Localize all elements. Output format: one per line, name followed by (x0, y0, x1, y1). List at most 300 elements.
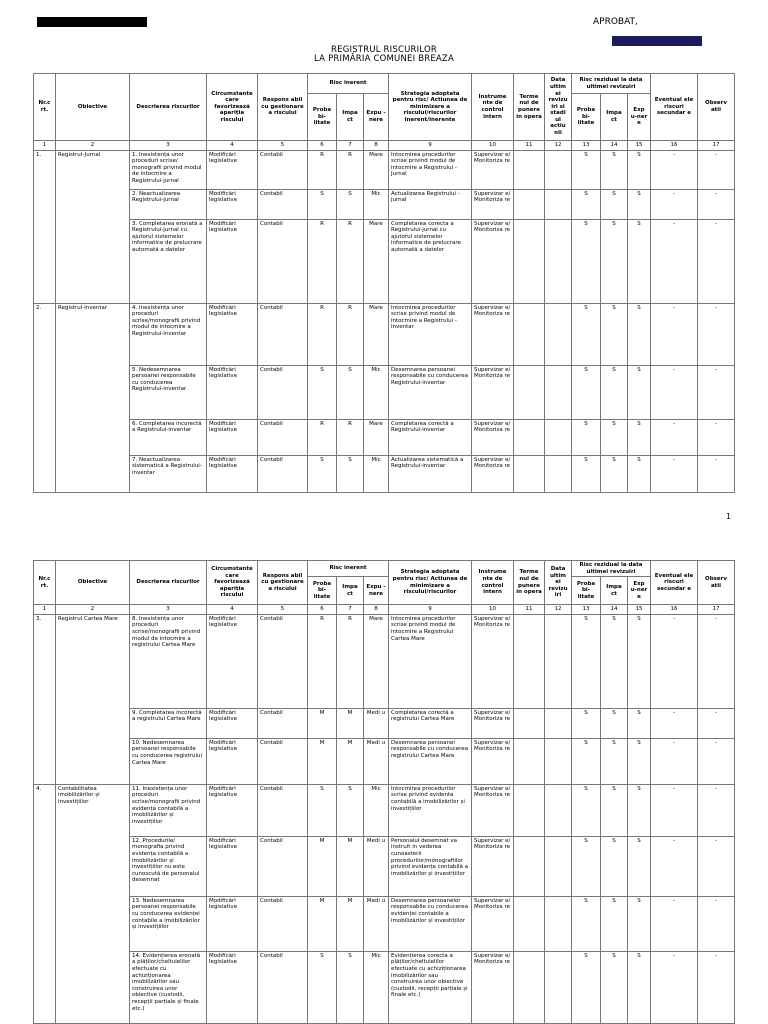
strategy-cell: Actualizarea sistematică a Registrului-inventar (389, 455, 472, 492)
header-strategia: Strategia adoptata pentru risc/ Actiunea de minimizare a riscului/riscurilor inerent/inerente (389, 74, 472, 141)
observations-cell: - (698, 784, 735, 836)
last-review-cell (545, 419, 572, 455)
exposure-cell: Mare (364, 219, 389, 303)
circumstances-cell: Modificări legislative (207, 419, 258, 455)
approver-name-redacted: Lacrimioara Niculescu (612, 36, 702, 46)
column-index: 11 (514, 141, 545, 151)
observations-cell: - (698, 419, 735, 455)
secondary-risks-cell: - (651, 738, 698, 784)
deadline-cell (514, 219, 545, 303)
header-data-ultimei: Data ultim ei revizu iri si stadi ul actiu nii (545, 74, 572, 141)
header-descriere: Descrierea riscurilor (130, 74, 207, 141)
residual-impact-cell: S (601, 365, 628, 419)
deadline-cell (514, 784, 545, 836)
column-index: 14 (601, 141, 628, 151)
probability-cell: S (308, 365, 337, 419)
residual-impact-cell: S (601, 708, 628, 738)
column-index: 13 (572, 141, 601, 151)
header-probabilitate-rezidual: Proba bi-litate (572, 94, 601, 141)
risk-description: 11. Inexistența unor proceduri scrise/monografii privind evidența contabilă a imobilizărilor și investițiilor (130, 784, 207, 836)
column-index: 8 (364, 141, 389, 151)
probability-cell: R (308, 219, 337, 303)
circumstances-cell: Modificări legislative (207, 303, 258, 365)
probability-cell: R (308, 303, 337, 365)
document-subtitle: LA PRIMĂRIA COMUNEI BREAZA (314, 54, 454, 64)
secondary-risks-cell: - (651, 419, 698, 455)
responsible-cell: Contabil (258, 303, 308, 365)
secondary-risks-cell: - (651, 836, 698, 896)
column-index: 5 (258, 605, 308, 615)
header-data-ultimei: Data ultim ei revizu iri (545, 561, 572, 605)
column-index: 12 (545, 141, 572, 151)
header-probabilitate: Proba bi-litate (308, 577, 337, 605)
impact-cell: S (337, 951, 364, 1023)
circumstances-cell: Modificări legislative (207, 708, 258, 738)
probability-cell: M (308, 896, 337, 951)
responsible-cell: Contabil (258, 219, 308, 303)
last-review-cell (545, 738, 572, 784)
deadline-cell (514, 150, 545, 189)
table-row (34, 896, 735, 951)
column-index: 14 (601, 605, 628, 615)
secondary-risks-cell: - (651, 784, 698, 836)
secondary-risks-cell: - (651, 365, 698, 419)
strategy-cell: Desemnarea persoanei responsabile cu conducerea registrului Cartea Mare (389, 738, 472, 784)
responsible-cell: Contabil (258, 614, 308, 708)
header-eventuale: Eventual ele riscuri secundar e (651, 74, 698, 141)
deadline-cell (514, 189, 545, 219)
header-observatii: Observ atii (698, 74, 735, 141)
probability-cell: R (308, 150, 337, 189)
column-index: 16 (651, 605, 698, 615)
impact-cell: M (337, 896, 364, 951)
risk-description: 4. Inexistența unor proceduri scrise/monografii privind modul de intocmire a Registrului-inventar (130, 303, 207, 365)
responsible-cell: Contabil (258, 738, 308, 784)
last-review-cell (545, 836, 572, 896)
table-row (34, 738, 735, 784)
column-index: 9 (389, 141, 472, 151)
column-index: 6 (308, 141, 337, 151)
header-nr: Nr.c rt. (34, 561, 56, 605)
header-instrumente: Instrume nte de control intern (472, 561, 514, 605)
column-index: 7 (337, 141, 364, 151)
last-review-cell (545, 455, 572, 492)
risk-register-table (33, 560, 735, 1024)
residual-probability-cell: S (572, 708, 601, 738)
secondary-risks-cell: - (651, 455, 698, 492)
circumstances-cell: Modificări legislative (207, 951, 258, 1023)
probability-cell: M (308, 836, 337, 896)
secondary-risks-cell: - (651, 951, 698, 1023)
residual-exposure-cell: S (628, 951, 651, 1023)
risk-description: 1. Inexistența unor proceduri scrise/ monografii privind modul de intocmire a Registrului-jurnal (130, 150, 207, 189)
circumstances-cell: Modificări legislative (207, 896, 258, 951)
strategy-cell: Completarea corectă a registrului Cartea Mare (389, 708, 472, 738)
risk-description: 10. Nedesemnarea persoanei responsabile cu conducerea registrului Cartea Mare (130, 738, 207, 784)
column-index: 12 (545, 605, 572, 615)
strategy-cell: Actualizarea Registrului - jurnal (389, 189, 472, 219)
row-number: 2. (34, 303, 56, 492)
responsible-cell: Contabil (258, 365, 308, 419)
strategy-cell: Evidențierea corecta a plăților/cheltuielilor efectuate cu achiziționarea imobilizărilor sau construirea unor obiective (custodii, recepții parțiale și finale etc.) (389, 951, 472, 1023)
control-instruments-cell: Supervizar e/ Monitoriza re (472, 219, 514, 303)
table-row (34, 784, 735, 836)
column-index: 2 (56, 605, 130, 615)
column-index: 17 (698, 605, 735, 615)
last-review-cell (545, 189, 572, 219)
residual-impact-cell: S (601, 455, 628, 492)
header-termenul: Terme nul de punere in opera (514, 561, 545, 605)
residual-exposure-cell: S (628, 303, 651, 365)
residual-impact-cell: S (601, 614, 628, 708)
exposure-cell: Mic (364, 784, 389, 836)
column-index: 3 (130, 605, 207, 615)
residual-probability-cell: S (572, 189, 601, 219)
residual-probability-cell: S (572, 738, 601, 784)
header-descriere: Descrierea riscurilor (130, 561, 207, 605)
strategy-cell: Desemnarea persoanei responsabile cu conducerea Registrului-inventar (389, 365, 472, 419)
exposure-cell: Mare (364, 150, 389, 189)
circumstances-cell: Modificări legislative (207, 738, 258, 784)
column-index: 15 (628, 605, 651, 615)
residual-exposure-cell: S (628, 419, 651, 455)
responsible-cell: Contabil (258, 836, 308, 896)
column-index: 1 (34, 605, 56, 615)
secondary-risks-cell: - (651, 219, 698, 303)
header-risc-rezidual: Risc rezidual la data ultimei revizuiri (572, 74, 651, 94)
observations-cell: - (698, 896, 735, 951)
impact-cell: S (337, 189, 364, 219)
last-review-cell (545, 150, 572, 189)
probability-cell: R (308, 419, 337, 455)
header-risc-inerent: Risc inerent (308, 561, 389, 577)
table-row (34, 836, 735, 896)
strategy-cell: Intocmirea procedurilor scrise privind modul de intocmire a Registrului -Jurnal (389, 150, 472, 189)
observations-cell: - (698, 836, 735, 896)
deadline-cell (514, 708, 545, 738)
deadline-cell (514, 836, 545, 896)
table-row (34, 951, 735, 1023)
column-index: 16 (651, 141, 698, 151)
deadline-cell (514, 614, 545, 708)
observations-cell: - (698, 150, 735, 189)
strategy-cell: Intocmirea procedurilor scrise privind evidenta contabilă a imobilizărilor și investițiilor (389, 784, 472, 836)
last-review-cell (545, 708, 572, 738)
impact-cell: R (337, 303, 364, 365)
responsible-cell: Contabil (258, 784, 308, 836)
residual-impact-cell: S (601, 836, 628, 896)
control-instruments-cell: Supervizar e/ Monitoriza re (472, 614, 514, 708)
circumstances-cell: Modificări legislative (207, 836, 258, 896)
observations-cell: - (698, 189, 735, 219)
exposure-cell: Medi u (364, 738, 389, 784)
responsible-cell: Contabil (258, 708, 308, 738)
column-index: 17 (698, 141, 735, 151)
header-expunere: Expu - nere (364, 577, 389, 605)
probability-cell: M (308, 738, 337, 784)
control-instruments-cell: Supervizar e/ Monitoriza re (472, 455, 514, 492)
header-responsabil: Respons abil cu gestionare a riscului (258, 561, 308, 605)
residual-exposure-cell: S (628, 896, 651, 951)
observations-cell: - (698, 219, 735, 303)
column-index: 13 (572, 605, 601, 615)
circumstances-cell: Modificări legislative (207, 614, 258, 708)
header-impact: Impa ct (337, 94, 364, 141)
header-obiective: Obiective (56, 74, 130, 141)
control-instruments-cell: Supervizar e/ Monitoriza re (472, 189, 514, 219)
exposure-cell: Mare (364, 303, 389, 365)
exposure-cell: Medi u (364, 836, 389, 896)
objective-cell: Registrul Cartea Mare (56, 614, 130, 784)
residual-probability-cell: S (572, 303, 601, 365)
residual-impact-cell: S (601, 784, 628, 836)
column-index: 5 (258, 141, 308, 151)
exposure-cell: Mic (364, 189, 389, 219)
deadline-cell (514, 951, 545, 1023)
residual-impact-cell: S (601, 219, 628, 303)
responsible-cell: Contabil (258, 455, 308, 492)
residual-probability-cell: S (572, 836, 601, 896)
last-review-cell (545, 614, 572, 708)
observations-cell: - (698, 365, 735, 419)
objective-cell: Registrul-Jurnal (56, 150, 130, 303)
strategy-cell: Desemnarea persoanelor responsabile cu conducerea evidenței contabile a imobilizărilor și investițiilor (389, 896, 472, 951)
residual-impact-cell: S (601, 419, 628, 455)
objective-cell: Contabilitatea imobilizărilor și investițiilor (56, 784, 130, 1023)
control-instruments-cell: Supervizar e/ Monitoriza re (472, 708, 514, 738)
exposure-cell: Mare (364, 419, 389, 455)
control-instruments-cell: Supervizar e/ Monitoriza re (472, 419, 514, 455)
header-expunere: Expu - nere (364, 94, 389, 141)
circumstances-cell: Modificări legislative (207, 150, 258, 189)
observations-cell: - (698, 614, 735, 708)
table-row (34, 708, 735, 738)
strategy-cell: Completarea corecta a Registrului-jurnal cu ajutorul sistemelor informatice de prelucrare automată a datelor (389, 219, 472, 303)
exposure-cell: Medi u (364, 708, 389, 738)
page-number: 1 (726, 512, 732, 521)
exposure-cell: Mic (364, 455, 389, 492)
circumstances-cell: Modificări legislative (207, 784, 258, 836)
last-review-cell (545, 784, 572, 836)
secondary-risks-cell: - (651, 614, 698, 708)
circumstances-cell: Modificări legislative (207, 365, 258, 419)
residual-exposure-cell: S (628, 738, 651, 784)
residual-exposure-cell: S (628, 189, 651, 219)
header-circumstante: Circumstante care favorizează apariția riscului (207, 74, 258, 141)
control-instruments-cell: Supervizar e/ Monitoriza re (472, 836, 514, 896)
residual-exposure-cell: S (628, 784, 651, 836)
impact-cell: S (337, 784, 364, 836)
table-row (34, 419, 735, 455)
responsible-cell: Contabil (258, 896, 308, 951)
risk-description: 5. Nedesemnarea persoanei responsabile cu conducerea Registrului-inventar (130, 365, 207, 419)
objective-cell: Registrul-inventar (56, 303, 130, 492)
observations-cell: - (698, 951, 735, 1023)
header-strategia: Strategia adoptata pentru risc/ Actiunea de minimizare a riscului/riscurilor (389, 561, 472, 605)
exposure-cell: Mic (364, 365, 389, 419)
residual-probability-cell: S (572, 150, 601, 189)
residual-probability-cell: S (572, 419, 601, 455)
header-obiective: Obiective (56, 561, 130, 605)
control-instruments-cell: Supervizar e/ Monitoriza re (472, 303, 514, 365)
impact-cell: M (337, 708, 364, 738)
probability-cell: M (308, 708, 337, 738)
risk-description: 14. Evidențierea eronată a plăților/cheltuielilor efectuate cu achiziționarea imobilizărilor sau construirea unor obiective (custodii, recepții parțiale și finale etc.) (130, 951, 207, 1023)
column-index: 2 (56, 141, 130, 151)
secondary-risks-cell: - (651, 150, 698, 189)
table-row (34, 365, 735, 419)
circumstances-cell: Modificări legislative (207, 455, 258, 492)
column-index: 1 (34, 141, 56, 151)
residual-probability-cell: S (572, 896, 601, 951)
secondary-risks-cell: - (651, 708, 698, 738)
column-index: 10 (472, 141, 514, 151)
exposure-cell: Mare (364, 614, 389, 708)
residual-impact-cell: S (601, 738, 628, 784)
risk-description: 9. Completarea incorectă a registrului Cartea Mare (130, 708, 207, 738)
control-instruments-cell: Supervizar e/ Monitoriza re (472, 738, 514, 784)
deadline-cell (514, 455, 545, 492)
header-termenul: Terme nul de punere in opera (514, 74, 545, 141)
impact-cell: M (337, 738, 364, 784)
observations-cell: - (698, 303, 735, 365)
responsible-cell: Contabil (258, 150, 308, 189)
last-review-cell (545, 219, 572, 303)
responsible-cell: Contabil (258, 951, 308, 1023)
residual-impact-cell: S (601, 189, 628, 219)
probability-cell: S (308, 784, 337, 836)
column-index: 11 (514, 605, 545, 615)
probability-cell: S (308, 189, 337, 219)
column-index: 7 (337, 605, 364, 615)
risk-description: 13. Nedesemnarea persoanei responsabile cu conducerea evidenței contabile a imobilizărilor și investițiilor (130, 896, 207, 951)
last-review-cell (545, 951, 572, 1023)
secondary-risks-cell: - (651, 896, 698, 951)
header-risc-rezidual: Risc rezidual la data ultimei revizuiri (572, 561, 651, 577)
table-row (34, 455, 735, 492)
residual-probability-cell: S (572, 614, 601, 708)
header-impact-rezidual: Impa ct (601, 577, 628, 605)
risk-description: 8. Inexistența unor proceduri scrise/monografii privind modul de intocmire a registrului Cartea Mare (130, 614, 207, 708)
header-impact: Impa ct (337, 577, 364, 605)
header-probabilitate-rezidual: Proba bi-litate (572, 577, 601, 605)
deadline-cell (514, 303, 545, 365)
exposure-cell: Medi u (364, 896, 389, 951)
deadline-cell (514, 365, 545, 419)
observations-cell: - (698, 455, 735, 492)
header-observatii: Observ atii (698, 561, 735, 605)
circumstances-cell: Modificări legislative (207, 189, 258, 219)
deadline-cell (514, 896, 545, 951)
residual-exposure-cell: S (628, 836, 651, 896)
residual-exposure-cell: S (628, 614, 651, 708)
exposure-cell: Mic (364, 951, 389, 1023)
column-index: 3 (130, 141, 207, 151)
impact-cell: R (337, 150, 364, 189)
impact-cell: S (337, 455, 364, 492)
column-index: 10 (472, 605, 514, 615)
control-instruments-cell: Supervizar e/ Monitoriza re (472, 896, 514, 951)
redacted-header-bar (37, 17, 147, 27)
residual-exposure-cell: S (628, 365, 651, 419)
probability-cell: S (308, 455, 337, 492)
strategy-cell: Intocmirea procedurilor scrise privind modul de intocmire a Registrului - inventar (389, 303, 472, 365)
residual-probability-cell: S (572, 784, 601, 836)
responsible-cell: Contabil (258, 419, 308, 455)
secondary-risks-cell: - (651, 189, 698, 219)
header-nr: Nr.c rt. (34, 74, 56, 141)
residual-exposure-cell: S (628, 150, 651, 189)
approval-label: APROBAT, (593, 17, 638, 27)
last-review-cell (545, 303, 572, 365)
control-instruments-cell: Supervizar e/ Monitoriza re (472, 951, 514, 1023)
probability-cell: S (308, 951, 337, 1023)
residual-probability-cell: S (572, 951, 601, 1023)
residual-impact-cell: S (601, 303, 628, 365)
table-row (34, 189, 735, 219)
header-impact-rezidual: Impa ct (601, 94, 628, 141)
register-page-2 (0, 540, 768, 1024)
table-row (34, 614, 735, 708)
observations-cell: - (698, 708, 735, 738)
table-row (34, 303, 735, 365)
header-instrumente: Instrume nte de control intern (472, 74, 514, 141)
observations-cell: - (698, 738, 735, 784)
control-instruments-cell: Supervizar e/ Monitoriza re (472, 784, 514, 836)
risk-register-table (33, 73, 735, 493)
deadline-cell (514, 738, 545, 784)
residual-exposure-cell: S (628, 708, 651, 738)
last-review-cell (545, 365, 572, 419)
row-number: 3. (34, 614, 56, 784)
header-responsabil: Respons abil cu gestionare a riscului (258, 74, 308, 141)
deadline-cell (514, 419, 545, 455)
impact-cell: M (337, 836, 364, 896)
circumstances-cell: Modificări legislative (207, 219, 258, 303)
header-expunere-rezidual: Exp u-ner e (628, 94, 651, 141)
impact-cell: R (337, 219, 364, 303)
secondary-risks-cell: - (651, 303, 698, 365)
table-row (34, 219, 735, 303)
column-index: 15 (628, 141, 651, 151)
risk-description: 2. Neactualizarea Registrului-jurnal (130, 189, 207, 219)
header-eventuale: Eventual ele riscuri secundar e (651, 561, 698, 605)
row-number: 4. (34, 784, 56, 1023)
residual-probability-cell: S (572, 219, 601, 303)
impact-cell: R (337, 614, 364, 708)
impact-cell: S (337, 365, 364, 419)
control-instruments-cell: Supervizar e/ Monitoriza re (472, 150, 514, 189)
residual-probability-cell: S (572, 455, 601, 492)
risk-description: 12. Procedurile/ monografia privind evidența contabilă a imobilizărilor și investițiilor nu este cunoscută de personalul desemnat (130, 836, 207, 896)
strategy-cell: Personalul desemnat va instruit in vederea cunoasterii procedurilor/monografiilor privind evidența contabilă a imobilizărilor și investițiilor (389, 836, 472, 896)
column-index: 9 (389, 605, 472, 615)
risk-description: 6. Completarea incorectă a Registrului-inventar (130, 419, 207, 455)
header-expunere-rezidual: Exp u-ner e (628, 577, 651, 605)
header-circumstante: Circumstante care favorizează apariția riscului (207, 561, 258, 605)
residual-probability-cell: S (572, 365, 601, 419)
column-index: 8 (364, 605, 389, 615)
residual-exposure-cell: S (628, 455, 651, 492)
residual-impact-cell: S (601, 150, 628, 189)
column-index: 6 (308, 605, 337, 615)
strategy-cell: Intocmirea procedurilor scrise privind modul de intocmire a Registrului Cartea Mare (389, 614, 472, 708)
residual-impact-cell: S (601, 896, 628, 951)
impact-cell: R (337, 419, 364, 455)
header-probabilitate: Proba bi-litate (308, 94, 337, 141)
residual-impact-cell: S (601, 951, 628, 1023)
probability-cell: R (308, 614, 337, 708)
